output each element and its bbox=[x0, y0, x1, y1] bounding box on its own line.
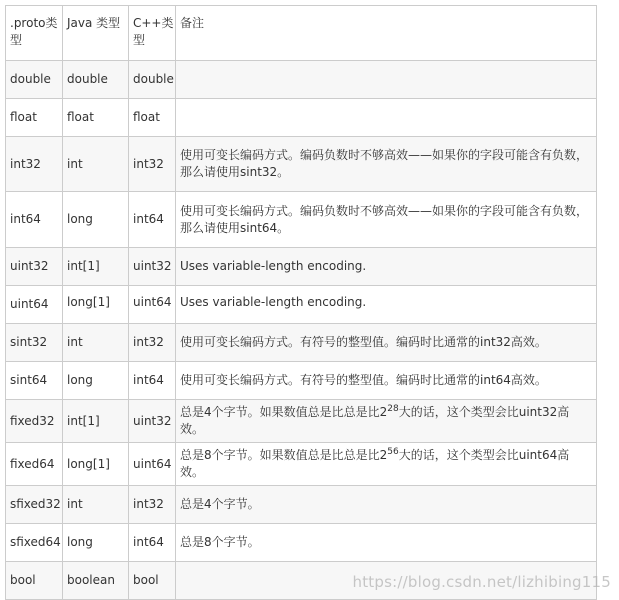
table-row bbox=[6, 61, 597, 99]
cell-java: long[1] bbox=[63, 286, 129, 324]
cell-proto: int32 bbox=[6, 137, 63, 192]
cell-note: 使用可变长编码方式。有符号的整型值。编码时比通常的int64高效。 bbox=[176, 362, 597, 400]
cell-note bbox=[176, 562, 597, 600]
table-row bbox=[6, 137, 597, 192]
cell-java: int bbox=[63, 486, 129, 524]
table-header-row bbox=[6, 6, 597, 61]
proto-type-table bbox=[5, 5, 597, 600]
header-java-type: Java 类型 bbox=[63, 6, 129, 61]
cell-note bbox=[176, 99, 597, 137]
cell-cpp: int32 bbox=[129, 324, 176, 362]
cell-cpp: double bbox=[129, 61, 176, 99]
cell-cpp: uint64 bbox=[129, 443, 176, 486]
cell-java: int bbox=[63, 324, 129, 362]
table-row bbox=[6, 99, 597, 137]
cell-java: long bbox=[63, 362, 129, 400]
cell-note: 使用可变长编码方式。有符号的整型值。编码时比通常的int32高效。 bbox=[176, 324, 597, 362]
cell-java: int[1] bbox=[63, 400, 129, 443]
cell-cpp: uint32 bbox=[129, 248, 176, 286]
table-row bbox=[6, 562, 597, 600]
cell-note: 总是8个字节。 bbox=[176, 524, 597, 562]
cell-note: 使用可变长编码方式。编码负数时不够高效——如果你的字段可能含有负数，那么请使用sint64。 bbox=[176, 192, 597, 248]
cell-proto: sint32 bbox=[6, 324, 63, 362]
cell-note: 总是4个字节。 bbox=[176, 486, 597, 524]
cell-proto: int64 bbox=[6, 192, 63, 248]
cell-cpp: float bbox=[129, 99, 176, 137]
table-row bbox=[6, 362, 597, 400]
cell-cpp: int32 bbox=[129, 137, 176, 192]
table-row bbox=[6, 524, 597, 562]
cell-proto: double bbox=[6, 61, 63, 99]
exponent: 28 bbox=[387, 404, 399, 414]
cell-proto: uint32 bbox=[6, 248, 63, 286]
watermark-url: https://blog.csdn.net/lizhibing115 bbox=[352, 573, 611, 591]
cell-java: long bbox=[63, 524, 129, 562]
cell-note: Uses variable-length encoding. bbox=[176, 286, 597, 324]
table-row bbox=[6, 400, 597, 443]
header-proto-type: .proto类型 bbox=[6, 6, 63, 61]
cell-cpp: int64 bbox=[129, 362, 176, 400]
table-row bbox=[6, 192, 597, 248]
cell-java: long bbox=[63, 192, 129, 248]
cell-proto: bool bbox=[6, 562, 63, 600]
cell-note: 使用可变长编码方式。编码负数时不够高效——如果你的字段可能含有负数，那么请使用sint32。 bbox=[176, 137, 597, 192]
cell-proto: fixed32 bbox=[6, 400, 63, 443]
table-row bbox=[6, 486, 597, 524]
note-text: 总是8个字节。如果数值总是比总是比2 bbox=[180, 448, 388, 462]
cell-java: int bbox=[63, 137, 129, 192]
note-text: 大的话，这个类型会比uint64高效。 bbox=[180, 448, 570, 479]
cell-cpp: uint32 bbox=[129, 400, 176, 443]
cell-note bbox=[176, 61, 597, 99]
cell-java: int[1] bbox=[63, 248, 129, 286]
cell-java: float bbox=[63, 99, 129, 137]
note-text: 大的话，这个类型会比uint32高效。 bbox=[180, 405, 570, 436]
cell-java: long[1] bbox=[63, 443, 129, 486]
cell-cpp: int32 bbox=[129, 486, 176, 524]
cell-proto: sfixed64 bbox=[6, 524, 63, 562]
header-note: 备注 bbox=[176, 6, 597, 61]
cell-proto: sint64 bbox=[6, 362, 63, 400]
cell-java: double bbox=[63, 61, 129, 99]
note-text: 总是4个字节。如果数值总是比总是比2 bbox=[180, 405, 388, 419]
cell-proto: float bbox=[6, 99, 63, 137]
cell-cpp: int64 bbox=[129, 192, 176, 248]
cell-note bbox=[176, 443, 597, 486]
cell-cpp: uint64 bbox=[129, 286, 176, 324]
cell-note bbox=[176, 400, 597, 443]
table-row bbox=[6, 324, 597, 362]
cell-proto: sfixed32 bbox=[6, 486, 63, 524]
cell-note: Uses variable-length encoding. bbox=[176, 248, 597, 286]
cell-proto: fixed64 bbox=[6, 443, 63, 486]
table-row bbox=[6, 286, 597, 324]
table-row bbox=[6, 248, 597, 286]
cell-java: boolean bbox=[63, 562, 129, 600]
cell-cpp: bool bbox=[129, 562, 176, 600]
cell-proto: uint64 bbox=[6, 286, 63, 324]
exponent: 56 bbox=[387, 447, 399, 457]
table-row bbox=[6, 443, 597, 486]
header-cpp-type: C++类型 bbox=[129, 6, 176, 61]
cell-cpp: int64 bbox=[129, 524, 176, 562]
